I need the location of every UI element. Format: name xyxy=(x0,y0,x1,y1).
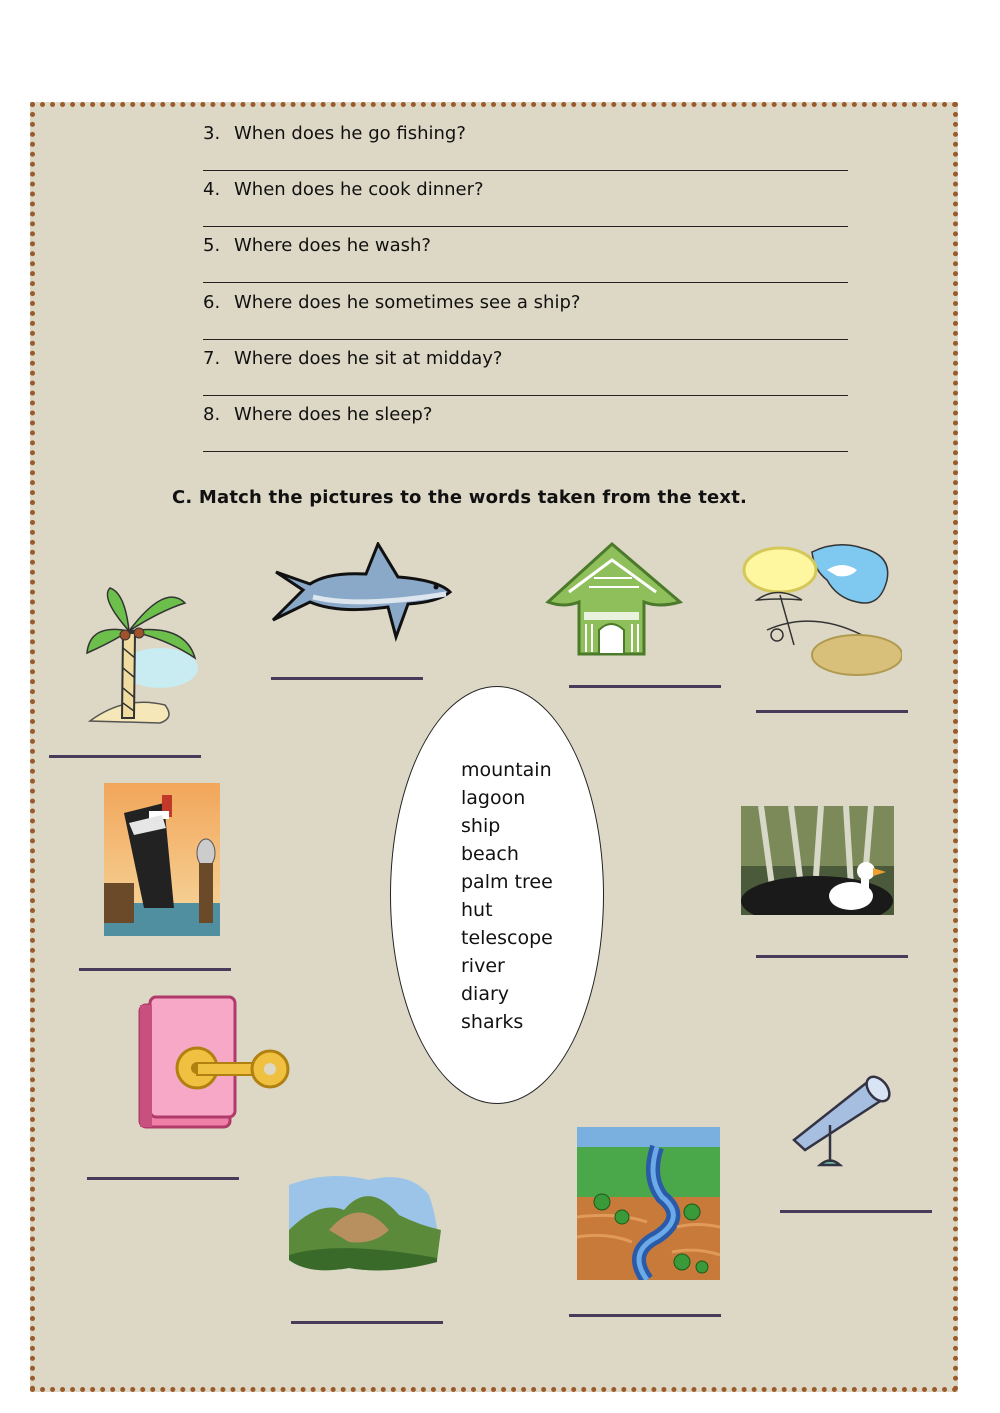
word-bank xyxy=(461,756,553,1036)
mountain-icon xyxy=(289,1170,441,1275)
word-sharks: sharks xyxy=(461,1011,524,1033)
word-ship: ship xyxy=(461,815,501,837)
question-6: 6. Where does he sometimes see a ship? xyxy=(203,292,581,313)
hut-icon xyxy=(544,542,684,657)
word-hut: hut xyxy=(461,899,493,921)
beach-icon xyxy=(742,540,902,680)
river-icon xyxy=(577,1127,720,1280)
answer-line-hut[interactable] xyxy=(569,685,721,688)
answer-line-lagoon[interactable] xyxy=(756,955,908,958)
answer-line-3[interactable] xyxy=(203,170,848,171)
answer-line-telescope[interactable] xyxy=(780,1210,932,1213)
lagoon-icon xyxy=(741,806,894,915)
answer-line-river[interactable] xyxy=(569,1314,721,1317)
question-5: 5. Where does he wash? xyxy=(203,235,431,256)
answer-line-7[interactable] xyxy=(203,395,848,396)
word-river: river xyxy=(461,955,505,977)
question-4: 4. When does he cook dinner? xyxy=(203,179,484,200)
answer-line-8[interactable] xyxy=(203,451,848,452)
answer-line-shark[interactable] xyxy=(271,677,423,680)
diary-icon xyxy=(135,993,295,1131)
ship-icon xyxy=(104,783,220,936)
answer-line-5[interactable] xyxy=(203,282,848,283)
answer-line-palm-tree[interactable] xyxy=(49,755,201,758)
section-c-title: C. Match the pictures to the words taken from the text. xyxy=(172,487,748,508)
word-beach: beach xyxy=(461,843,519,865)
answer-line-mountain[interactable] xyxy=(291,1321,443,1324)
answer-line-ship[interactable] xyxy=(79,968,231,971)
answer-line-4[interactable] xyxy=(203,226,848,227)
palm-tree-icon xyxy=(85,583,205,728)
word-telescope: telescope xyxy=(461,927,553,949)
answer-line-beach[interactable] xyxy=(756,710,908,713)
word-diary: diary xyxy=(461,983,510,1005)
word-mountain: mountain xyxy=(461,759,552,781)
word-palm-tree: palm tree xyxy=(461,871,553,893)
telescope-icon xyxy=(790,1060,895,1170)
shark-icon xyxy=(268,542,453,642)
word-lagoon: lagoon xyxy=(461,787,526,809)
question-3: 3. When does he go fishing? xyxy=(203,123,466,144)
answer-line-6[interactable] xyxy=(203,339,848,340)
question-7: 7. Where does he sit at midday? xyxy=(203,348,503,369)
answer-line-diary[interactable] xyxy=(87,1177,239,1180)
question-8: 8. Where does he sleep? xyxy=(203,404,433,425)
